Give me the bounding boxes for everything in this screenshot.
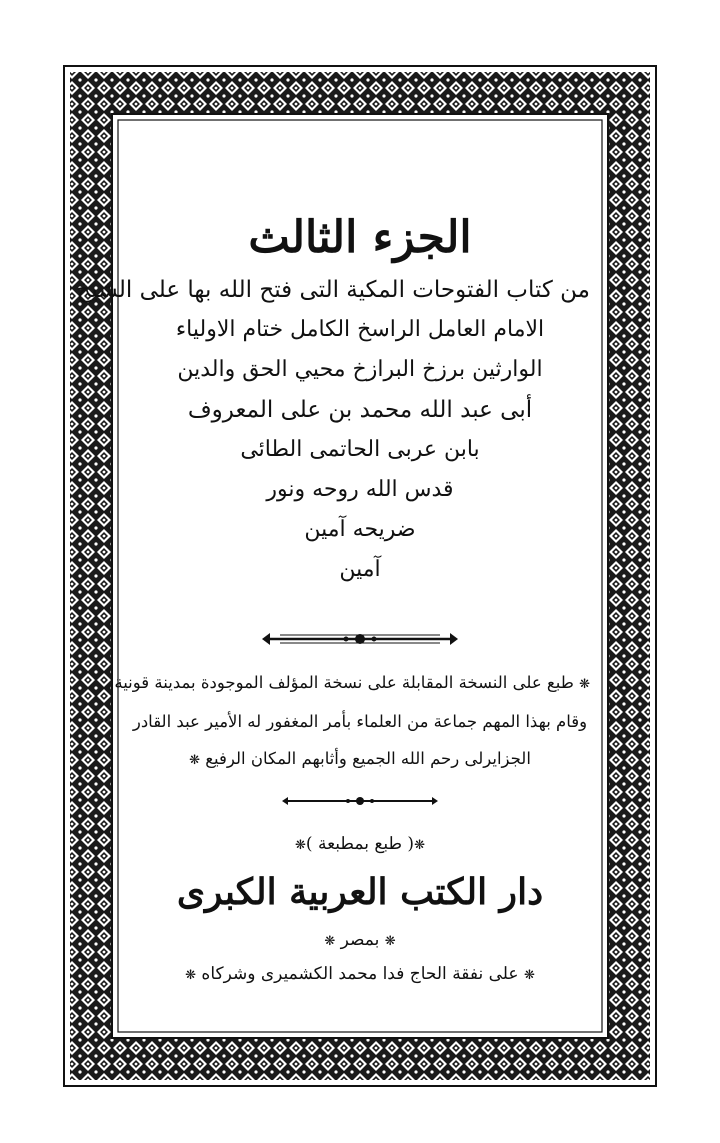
edition-note-line: وقام بهذا المهم جماعة من العلماء بأمر المغفور له الأمير عبد القادر: [132, 712, 588, 731]
subtitle-line: ضريحه آمين: [304, 517, 416, 542]
ornamental-divider: [280, 793, 440, 809]
ornamental-divider: [260, 628, 460, 650]
ornament-mark-icon: ❋: [579, 677, 590, 692]
printed-at-label: طبع بمطبعة: [317, 834, 403, 854]
subtitle-line: أبى عبد الله محمد بن على المعروف: [187, 397, 533, 423]
subtitle-line: الامام العامل الراسخ الكامل ختام الاولياء: [175, 317, 545, 342]
sponsor-line: على نفقة الحاج فدا محمد الكشميرى وشركاه: [201, 964, 519, 984]
subtitle-line: آمين: [339, 557, 381, 582]
city-name: بمصر: [340, 930, 380, 950]
subtitle-line: الوارثين برزخ البرازخ محيي الحق والدين: [177, 357, 543, 382]
ornament-mark-icon: ❋: [185, 968, 197, 983]
ornament-mark-icon: ❋: [189, 753, 200, 768]
title-page-content: الجزء الثالث من كتاب الفتوحات المكية التى فتح الله بها على الشيخ الامام العامل الراسخ الكامل ختام الاولياء الوارثين برزخ البرازخ محيي الحق والدين أبى عبد الله محمد بن على المعروف بابن عربى الحاتمى الطائى قدس الله روحه ونور ضريحه آمين آمين ❋ طبع على النسخة المقابلة على نسخة المؤلف الموجودة بمدينة قونية وقام بهذا المهم جماعة من العلماء بأمر المغفور له الأمير عبد القادر الجزايرلى رحم الله الجميع وأثابهم المكان الرفيع ❋ ❋( طبع بمطبعة )❋ دار الكتب العربية الكبرى ❋ بمصر ❋ ❋ على نفقة الحاج فدا محمد الكشميرى وشركاه ❋: [76, 212, 590, 984]
edition-note-line: الجزايرلى رحم الله الجميع وأثابهم المكان الرفيع: [205, 749, 531, 768]
subtitle-line: بابن عربى الحاتمى الطائى: [240, 437, 480, 462]
subtitle-line: من كتاب الفتوحات المكية التى فتح الله بها على الشيخ: [76, 277, 590, 303]
subtitle-block: [76, 270, 590, 590]
ornament-mark-icon: ❋: [523, 968, 535, 983]
volume-title: الجزء الثالث: [248, 212, 472, 263]
press-name: دار الكتب العربية الكبرى: [176, 871, 544, 913]
edition-note: [114, 664, 590, 779]
edition-note-line: طبع على النسخة المقابلة على نسخة المؤلف الموجودة بمدينة قونية: [114, 673, 574, 692]
ornament-mark-icon: ❋: [324, 934, 336, 949]
ornament-mark-icon: ❋: [384, 934, 396, 949]
subtitle-line: قدس الله روحه ونور: [266, 477, 454, 502]
ornament-mark-icon: ❋: [414, 838, 425, 853]
ornament-mark-icon: ❋: [295, 838, 306, 853]
